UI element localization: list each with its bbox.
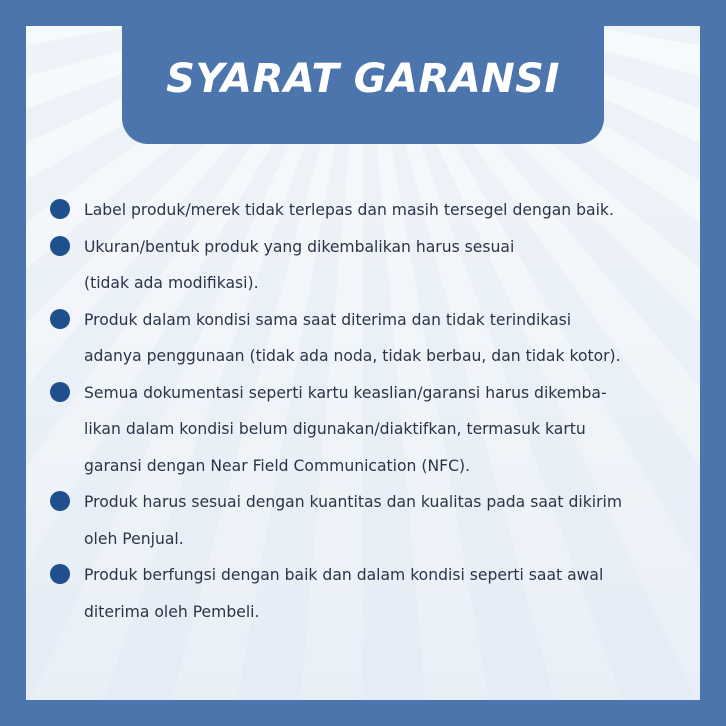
- term-text: Produk berfungsi dengan baik dan dalam kondisi seperti saat awal: [84, 566, 604, 584]
- term-text: Ukuran/bentuk produk yang dikembalikan harus sesuai: [84, 237, 515, 256]
- term-item: [50, 557, 690, 630]
- warranty-card: [26, 26, 700, 700]
- bullet-icon: [50, 309, 70, 329]
- term-text: adanya penggunaan (tidak ada noda, tidak berbau, dan tidak kotor).: [84, 347, 621, 365]
- term-item: [50, 192, 690, 229]
- term-text: Produk harus sesuai dengan kuantitas dan kualitas pada saat dikirim: [84, 493, 623, 511]
- term-item: [50, 229, 690, 302]
- title-banner: [122, 26, 604, 144]
- term-text: garansi dengan Near Field Communication (NFC).: [84, 456, 471, 475]
- term-text: Label produk/merek tidak terlepas dan masih tersegel dengan baik.: [84, 201, 614, 219]
- term-item: [50, 484, 690, 557]
- term-text: diterima oleh Pembeli.: [84, 602, 260, 621]
- bullet-icon: [50, 199, 70, 219]
- terms-list: [50, 192, 690, 630]
- bullet-icon: [50, 382, 70, 402]
- term-text: Produk dalam kondisi sama saat diterima dan tidak terindikasi: [84, 310, 572, 329]
- bullet-icon: [50, 491, 70, 511]
- term-text: likan dalam kondisi belum digunakan/diaktifkan, termasuk kartu: [84, 420, 586, 438]
- term-text: (tidak ada modifikasi).: [84, 274, 259, 292]
- bullet-icon: [50, 564, 70, 584]
- page-title: SYARAT GARANSI: [166, 56, 560, 102]
- term-item: [50, 375, 690, 485]
- term-text: Semua dokumentasi seperti kartu keaslian/garansi harus dikemba-: [84, 383, 607, 402]
- term-item: [50, 302, 690, 375]
- term-text: oleh Penjual.: [84, 529, 184, 548]
- bullet-icon: [50, 236, 70, 256]
